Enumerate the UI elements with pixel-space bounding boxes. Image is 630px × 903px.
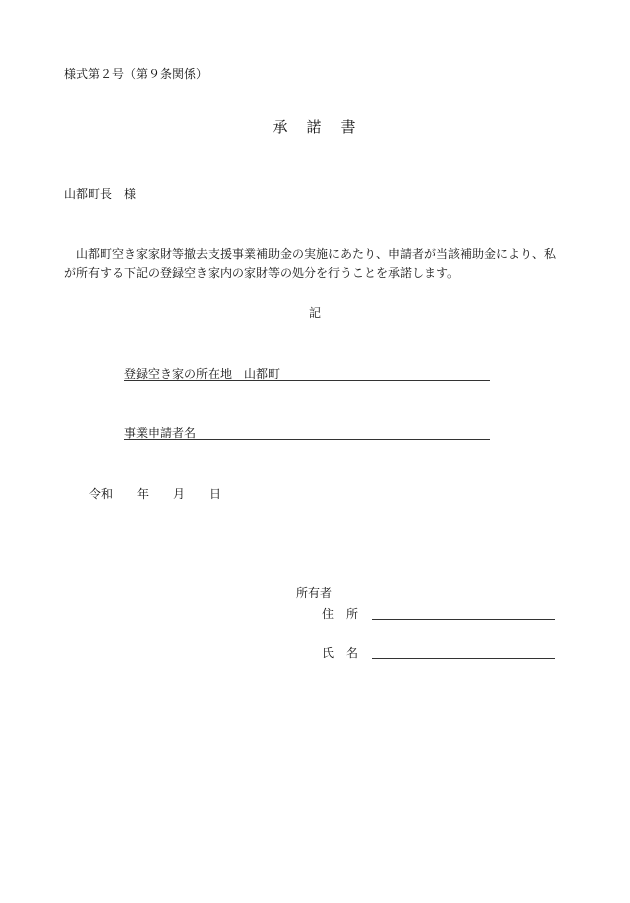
location-label: 登録空き家の所在地 山都町	[124, 367, 281, 381]
ki-heading: 記	[309, 306, 322, 320]
body-text-line-2: が所有する下記の登録空き家内の家財等の処分を行うことを承諾します。	[64, 266, 460, 280]
address-underline[interactable]	[372, 619, 555, 620]
address-label: 住 所	[322, 607, 359, 621]
applicant-underline[interactable]	[124, 439, 490, 440]
document-title: 承 諾 書	[272, 118, 358, 136]
location-underline[interactable]	[124, 380, 490, 381]
addressee: 山都町長 様	[64, 187, 137, 201]
date-line: 令和 年 月 日	[89, 487, 222, 501]
applicant-label: 事業申請者名	[124, 426, 197, 440]
body-text-line-1: 山都町空き家家財等撤去支援事業補助金の実施にあたり、申請者が当該補助金により、私	[64, 247, 557, 261]
form-number: 様式第２号（第９条関係）	[64, 67, 209, 81]
owner-label: 所有者	[296, 586, 333, 600]
name-label: 氏 名	[322, 646, 359, 660]
name-underline[interactable]	[372, 658, 555, 659]
